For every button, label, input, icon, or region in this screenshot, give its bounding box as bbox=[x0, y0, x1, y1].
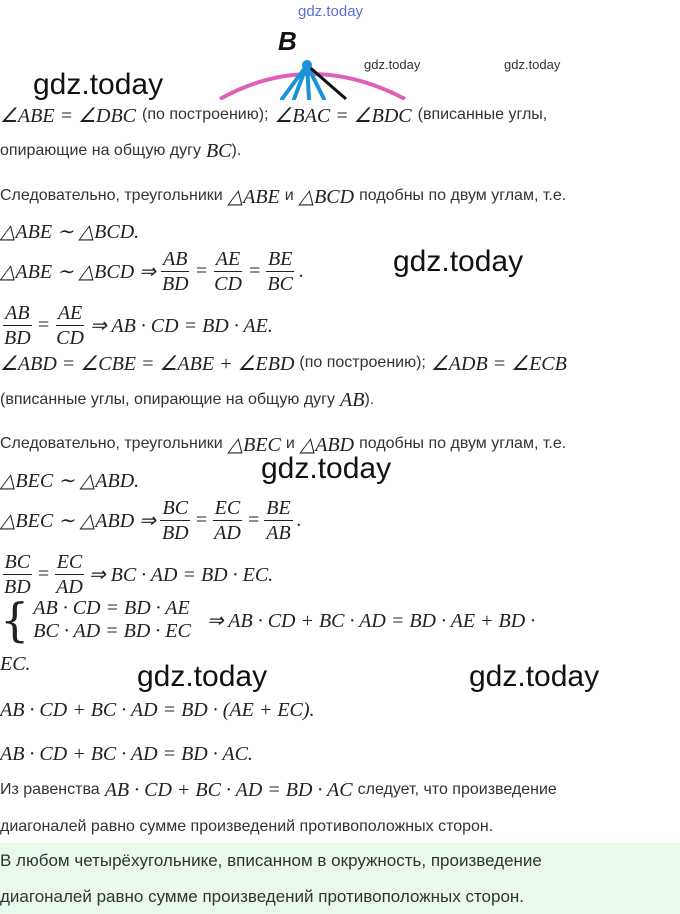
math: EC. bbox=[0, 652, 31, 675]
text: Следовательно, треугольники bbox=[0, 187, 223, 204]
line-13-system bbox=[0, 594, 535, 646]
math: △ABE ∼ △BCD. bbox=[0, 220, 140, 243]
math: △BCD bbox=[298, 185, 355, 208]
line-2 bbox=[0, 137, 241, 165]
watermark-small-1: gdz.today bbox=[364, 57, 421, 72]
point-b bbox=[302, 60, 312, 70]
line-3 bbox=[0, 182, 566, 210]
text: диагоналей равно сумме произведений противоположных сторон. bbox=[0, 818, 494, 835]
conclusion-line-2: диагоналей равно сумме произведений противоположных сторон. bbox=[0, 887, 525, 906]
brace-icon: { bbox=[0, 593, 30, 647]
fraction: $\frac{AE}{CD}$ bbox=[56, 301, 84, 349]
watermark-top: gdz.today bbox=[298, 3, 364, 20]
math: ∠ABD = ∠CBE = ∠ABE + ∠EBD bbox=[0, 352, 295, 375]
fraction: $\frac{BC}{BD}$ bbox=[4, 550, 31, 598]
text: ). bbox=[231, 142, 242, 159]
line-6 bbox=[0, 298, 273, 352]
side-ray bbox=[307, 65, 346, 99]
text: ). bbox=[364, 391, 375, 408]
math: ∠BAC = ∠BDC bbox=[274, 104, 412, 127]
equals: = bbox=[246, 508, 261, 531]
equals: = bbox=[36, 562, 51, 585]
equals: = bbox=[247, 259, 262, 282]
text: и bbox=[285, 435, 295, 452]
watermark-small-2: gdz.today bbox=[504, 57, 561, 72]
fraction: $\frac{AB}{BD}$ bbox=[161, 247, 189, 295]
text: подобны по двум углам, т.е. bbox=[359, 435, 567, 452]
math: AB · CD + BC · AD = BD · (AE + EC). bbox=[0, 698, 315, 721]
line-10 bbox=[0, 466, 139, 494]
fraction: $\frac{AB}{BD}$ bbox=[4, 301, 31, 349]
rays-from-b bbox=[282, 65, 324, 99]
line-1 bbox=[0, 101, 547, 129]
line-17 bbox=[0, 776, 557, 804]
line-15 bbox=[0, 696, 315, 724]
text: (вписанные углы, опирающие на общую дугу bbox=[0, 391, 335, 408]
fraction: $\frac{EC}{AD}$ bbox=[214, 496, 241, 544]
equals: = bbox=[194, 508, 209, 531]
line-4 bbox=[0, 217, 139, 245]
text: Следовательно, треугольники bbox=[0, 435, 223, 452]
line-14 bbox=[0, 650, 31, 678]
equation-system bbox=[0, 593, 191, 647]
fraction: $\frac{BE}{BC}$ bbox=[267, 247, 293, 295]
math: △BEC ∼ △ABD ⇒ bbox=[0, 509, 156, 532]
math: ∠ADB = ∠ECB bbox=[430, 352, 567, 375]
text: опирающие на общую дугу bbox=[0, 142, 201, 159]
watermark-big-1: gdz.today bbox=[33, 68, 164, 101]
equals: = bbox=[194, 259, 209, 282]
math: △ABD bbox=[299, 433, 355, 456]
line-18 bbox=[0, 813, 493, 841]
equals: = bbox=[36, 313, 51, 336]
line-12 bbox=[0, 547, 273, 601]
math: AB · CD + BC · AD = BD · AC. bbox=[0, 742, 253, 765]
math: ⇒ BC · AD = BD · EC. bbox=[88, 563, 274, 586]
math: ⇒ AB · CD + BC · AD = BD · AE + BD · bbox=[206, 609, 536, 632]
watermark-big-5: gdz.today bbox=[469, 660, 600, 693]
line-16 bbox=[0, 740, 253, 768]
math: △ABE ∼ △BCD ⇒ bbox=[0, 260, 156, 283]
text: (вписанные углы, bbox=[417, 106, 548, 123]
vertex-label-b: B bbox=[278, 26, 297, 56]
watermark-big-4: gdz.today bbox=[137, 660, 268, 693]
period: . bbox=[298, 259, 304, 282]
system-row-2: BC · AD = BD · EC bbox=[33, 620, 191, 642]
line-5 bbox=[0, 244, 304, 298]
line-8 bbox=[0, 386, 374, 414]
fraction: $\frac{EC}{AD}$ bbox=[56, 550, 83, 598]
math: △BEC ∼ △ABD. bbox=[0, 469, 140, 492]
fraction: $\frac{AE}{CD}$ bbox=[214, 247, 242, 295]
text: подобны по двум углам, т.е. bbox=[359, 187, 567, 204]
period: . bbox=[296, 508, 302, 531]
conclusion-line-1: В любом четырёхугольнике, вписанном в окружность, произведение bbox=[0, 851, 542, 870]
line-11 bbox=[0, 493, 302, 547]
line-7 bbox=[0, 349, 567, 377]
math: AB bbox=[340, 388, 365, 411]
math: BC bbox=[205, 139, 232, 162]
math: △BEC bbox=[227, 433, 281, 456]
conclusion-box bbox=[0, 843, 680, 914]
fraction: $\frac{BE}{AB}$ bbox=[266, 496, 291, 544]
text: Из равенства bbox=[0, 781, 100, 798]
watermark-big-3: gdz.today bbox=[261, 452, 392, 485]
math: ⇒ AB · CD = BD · AE. bbox=[89, 314, 273, 337]
text: (по построению); bbox=[299, 354, 426, 371]
text: следует, что произведение bbox=[357, 781, 557, 798]
fraction: $\frac{BC}{BD}$ bbox=[161, 496, 189, 544]
math: △ABE bbox=[227, 185, 280, 208]
system-row-1: AB · CD = BD · AE bbox=[33, 597, 190, 619]
math: ∠ABE = ∠DBC bbox=[0, 104, 137, 127]
math: AB · CD + BC · AD = BD · AC bbox=[104, 778, 353, 801]
text: и bbox=[284, 187, 294, 204]
watermark-big-2: gdz.today bbox=[393, 245, 524, 278]
text: (по построению); bbox=[142, 106, 269, 123]
